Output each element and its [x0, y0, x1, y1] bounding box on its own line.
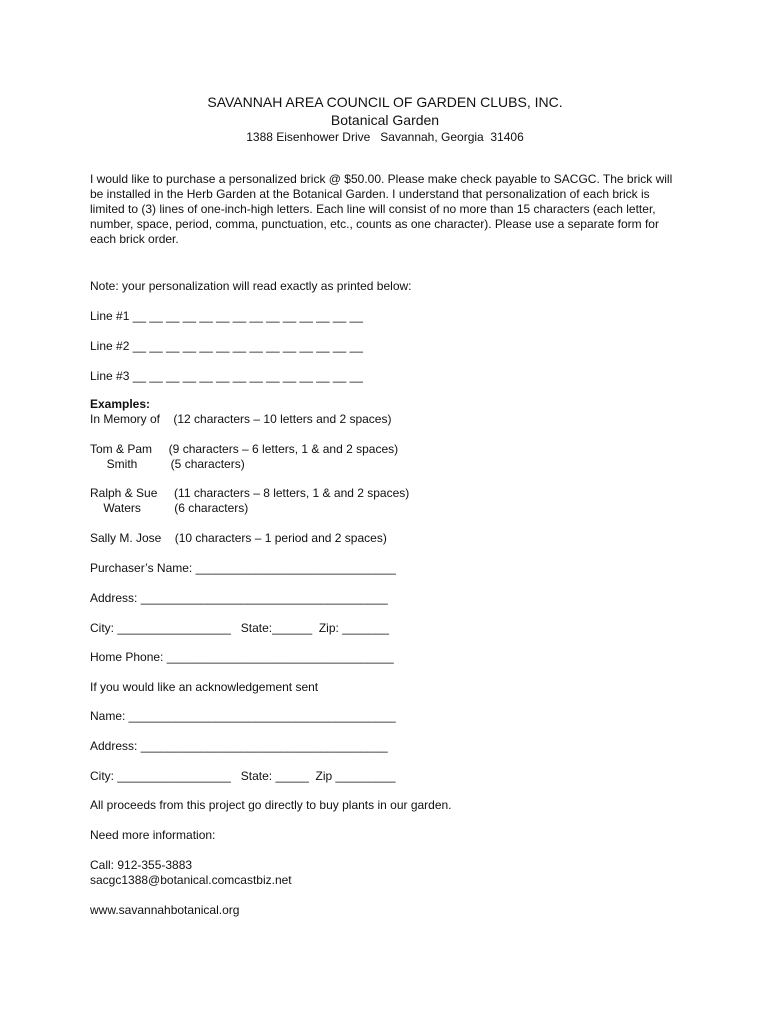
acknowledgement-text: If you would like an acknowledgement sent [90, 680, 319, 694]
examples-heading: Examples: [90, 397, 151, 411]
line-1-field[interactable]: Line #1 __ __ __ __ __ __ __ __ __ __ __ __ __ __ [90, 309, 363, 323]
purchaser-city-state-zip-field[interactable]: City: _________________ State:______ Zip: _______ [90, 621, 389, 635]
line-2-field[interactable]: Line #2 __ __ __ __ __ __ __ __ __ __ __ __ __ __ [90, 339, 363, 353]
home-phone-field[interactable]: Home Phone: __________________________________ [90, 650, 394, 664]
website-link[interactable]: www.savannahbotanical.org [90, 903, 240, 917]
org-title: SAVANNAH AREA COUNCIL OF GARDEN CLUBS, INC. [207, 94, 563, 110]
ack-address-field[interactable]: Address: _____________________________________ [90, 739, 388, 753]
purchaser-address-field[interactable]: Address: _____________________________________ [90, 591, 388, 605]
phone-contact: Call: 912-355-3883 [90, 858, 193, 872]
email-contact[interactable]: sacgc1388@botanical.comcastbiz.net [90, 873, 292, 887]
proceeds-text: All proceeds from this project go directly to buy plants in our garden. [90, 798, 452, 812]
ack-name-field[interactable]: Name: ________________________________________ [90, 709, 396, 723]
example-ralph-line1: Ralph & Sue (11 characters – 8 letters, 1 & and 2 spaces) [90, 486, 410, 500]
more-info-text: Need more information: [90, 828, 216, 842]
example-sally: Sally M. Jose (10 characters – 1 period and 2 spaces) [90, 531, 387, 545]
line-3-field[interactable]: Line #3 __ __ __ __ __ __ __ __ __ __ __ __ __ __ [90, 369, 363, 383]
note-text: Note: your personalization will read exactly as printed below: [90, 279, 412, 293]
org-address: 1388 Eisenhower Drive Savannah, Georgia 31406 [246, 130, 524, 144]
purchaser-name-field[interactable]: Purchaser’s Name: ______________________________ [90, 561, 396, 575]
ack-city-state-zip-field[interactable]: City: _________________ State: _____ Zip _________ [90, 769, 396, 783]
garden-title: Botanical Garden [330, 112, 440, 128]
example-memory: In Memory of (12 characters – 10 letters and 2 spaces) [90, 412, 392, 426]
example-tom-line2: Smith (5 characters) [90, 457, 245, 471]
example-tom-line1: Tom & Pam (9 characters – 6 letters, 1 & and 2 spaces) [90, 442, 399, 456]
example-ralph-line2: Waters (6 characters) [90, 501, 249, 515]
intro-paragraph: I would like to purchase a personalized brick @ $50.00. Please make check payable to SACGC. The brick will be installed in the Herb Garden at the Botanical Garden. I understand that personalization of each brick is limited to (3) lines of one-inch-high letters. Each line will consist of no more than 15 characters (each letter, number, space, period, comma, punctuation, etc., counts as one character). Please use a separate form for each brick order. [90, 172, 673, 246]
